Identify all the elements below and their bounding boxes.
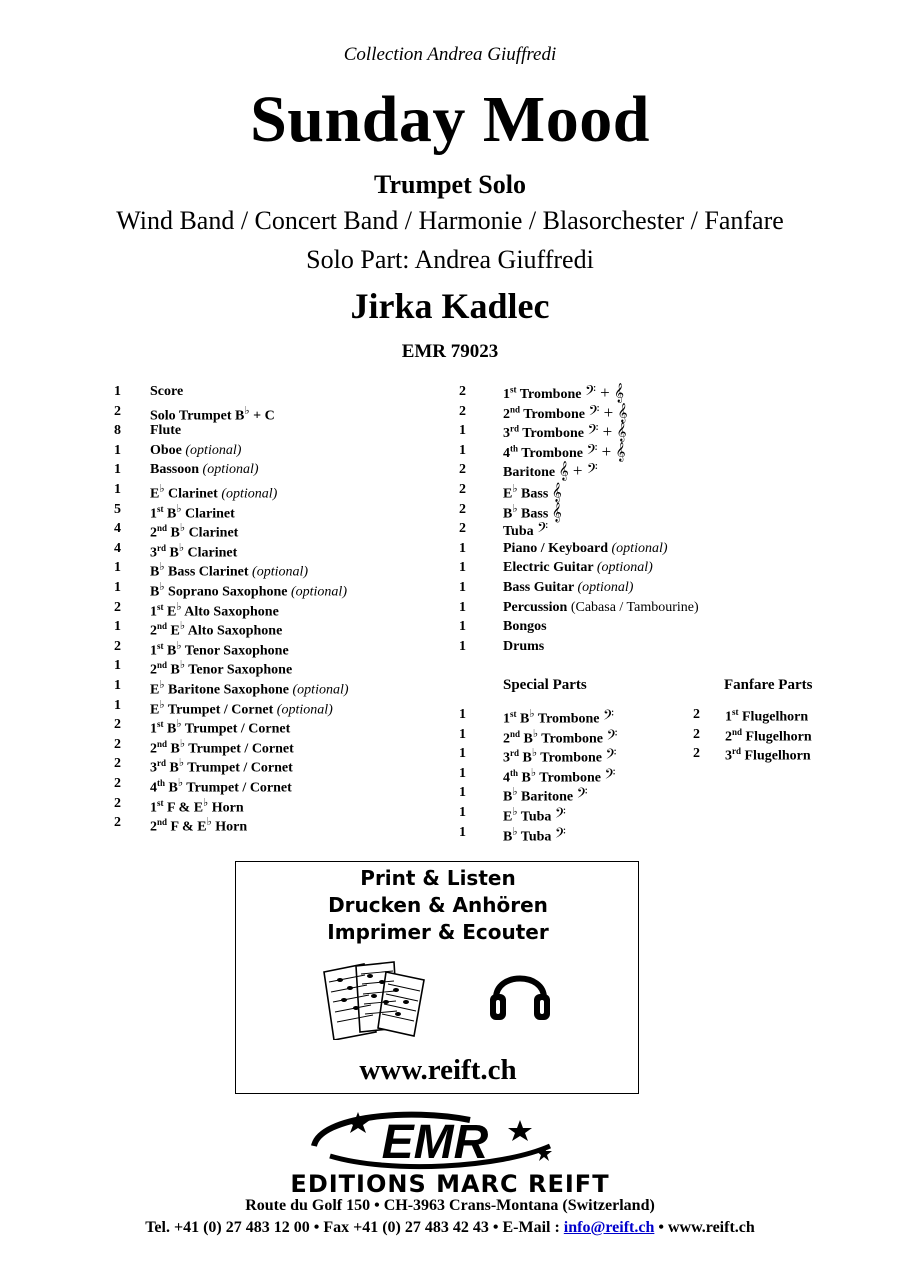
part-quantity: 2	[114, 776, 121, 791]
part-quantity: 1	[459, 726, 466, 742]
piece-subtitle: Trumpet Solo	[374, 170, 526, 199]
part-name: 1st Trombone 𝄢 + 𝄞	[503, 383, 625, 402]
part-name: Score	[150, 384, 184, 399]
contact-phone-fax: Tel. +41 (0) 27 483 12 00 • Fax +41 (0) 27 483 42 43 • E-Mail :	[145, 1219, 564, 1236]
part-name: 2nd Trombone 𝄢 + 𝄞	[503, 402, 628, 422]
part-quantity: 4	[114, 521, 121, 537]
part-quantity: 1	[114, 697, 121, 713]
part-name: B♭ Bass 𝄞	[503, 502, 562, 522]
part-name: 2nd B♭ Trumpet / Cornet	[150, 737, 294, 757]
special-parts-heading: Special Parts	[503, 677, 587, 693]
part-quantity: 1	[459, 580, 466, 595]
part-name: 3rd Flugelhorn	[725, 746, 811, 764]
part-name: Baritone 𝄞 + 𝄢	[503, 461, 598, 481]
part-name: 1st Flugelhorn	[725, 707, 809, 725]
part-name: Percussion (Cabasa / Tambourine)	[503, 599, 699, 615]
part-quantity: 1	[114, 580, 121, 595]
part-quantity: 1	[114, 678, 121, 693]
part-name: 2nd Flugelhorn	[725, 726, 812, 745]
part-name: B♭ Bass Clarinet (optional)	[150, 561, 309, 581]
part-name: Bongos	[503, 619, 547, 635]
part-quantity: 1	[459, 805, 466, 820]
part-quantity: 1	[459, 785, 466, 801]
logo-text: EMR	[381, 1116, 489, 1169]
part-quantity: 2	[114, 815, 121, 831]
part-name: E♭ Clarinet (optional)	[150, 483, 278, 502]
part-name: Bassoon (optional)	[150, 462, 259, 478]
part-quantity: 2	[459, 462, 466, 478]
part-quantity: 1	[114, 619, 121, 635]
collection-name: Collection Andrea Giuffredi	[343, 44, 557, 65]
part-name: Drums	[503, 638, 545, 654]
part-name: 4th Trombone 𝄢 + 𝄞	[503, 441, 626, 461]
part-quantity: 1	[459, 560, 466, 576]
part-quantity: 1	[459, 540, 466, 556]
part-quantity: 2	[459, 521, 466, 537]
part-name: 3rd B♭ Trumpet / Cornet	[150, 757, 293, 777]
part-quantity: 1	[114, 560, 121, 576]
promo-line-english: Print & Listen	[360, 866, 516, 890]
part-name: Bass Guitar (optional)	[503, 580, 634, 595]
part-quantity: 1	[459, 619, 466, 635]
part-name: Oboe (optional)	[150, 442, 242, 458]
part-quantity: 2	[459, 403, 466, 419]
part-name: E♭ Trumpet / Cornet (optional)	[150, 698, 333, 718]
part-quantity: 2	[114, 599, 121, 615]
part-quantity: 2	[114, 717, 121, 733]
fanfare-parts-heading: Fanfare Parts	[724, 677, 813, 693]
part-quantity: 1	[459, 765, 466, 781]
catalog-number: EMR 79023	[401, 341, 499, 362]
part-name: 1st F & E♭ Horn	[150, 796, 244, 816]
part-name: 3rd B♭ Clarinet	[150, 541, 238, 561]
part-name: 2nd B♭ Tenor Saxophone	[150, 659, 293, 679]
part-name: 3rd B♭ Trombone 𝄢	[503, 746, 617, 766]
part-name: 4th B♭ Trumpet / Cornet	[150, 777, 292, 796]
promo-line-french: Imprimer & Ecouter	[327, 920, 549, 944]
part-quantity: 1	[459, 746, 466, 762]
part-name: Tuba 𝄢	[503, 520, 549, 540]
part-quantity: 2	[693, 726, 700, 742]
part-quantity: 1	[459, 707, 466, 722]
emr-logo	[300, 1106, 570, 1174]
part-quantity: 5	[114, 501, 121, 517]
publisher-contact	[0, 1219, 900, 1237]
part-name: 1st B♭ Trumpet / Cornet	[150, 718, 291, 737]
part-name: B♭ Soprano Saxophone (optional)	[150, 581, 347, 600]
part-name: Piano / Keyboard (optional)	[503, 540, 668, 556]
publisher-name: EDITIONS MARC REIFT	[290, 1170, 610, 1198]
part-name: 2nd B♭ Trombone 𝄢	[503, 727, 618, 747]
composer-name: Jirka Kadlec	[350, 286, 550, 326]
part-quantity: 2	[114, 756, 121, 772]
piece-title: Sunday Mood	[250, 83, 650, 156]
part-name: Electric Guitar (optional)	[503, 560, 653, 576]
part-quantity: 2	[114, 403, 121, 419]
part-quantity: 2	[459, 501, 466, 517]
part-quantity: 1	[459, 423, 466, 439]
contact-website: • www.reift.ch	[654, 1219, 755, 1236]
part-quantity: 1	[459, 442, 466, 458]
part-name: 1st B♭ Trombone 𝄢	[503, 707, 614, 727]
part-name: 4th B♭ Trombone 𝄢	[503, 766, 616, 786]
sheet-music-icon	[320, 958, 430, 1040]
part-quantity: 2	[459, 482, 466, 497]
headphones-icon	[488, 960, 552, 1024]
part-quantity: 1	[459, 824, 466, 840]
promo-website[interactable]: www.reift.ch	[359, 1054, 517, 1086]
part-quantity: 1	[114, 482, 121, 497]
part-quantity: 1	[459, 638, 466, 654]
part-name: B♭ Baritone 𝄢	[503, 786, 588, 806]
part-quantity: 8	[114, 423, 121, 439]
part-quantity: 2	[459, 384, 466, 399]
part-name: B♭ Tuba 𝄢	[503, 825, 566, 845]
part-name: 2nd E♭ Alto Saxophone	[150, 620, 283, 639]
part-name: Flute	[150, 423, 182, 439]
part-name: 1st B♭ Clarinet	[150, 502, 235, 522]
part-quantity: 2	[114, 638, 121, 654]
part-quantity: 2	[114, 736, 121, 752]
publisher-address: Route du Golf 150 • CH-3963 Crans-Montana (Switzerland)	[245, 1197, 655, 1214]
solo-part-credit: Solo Part: Andrea Giuffredi	[306, 245, 594, 274]
part-name: Solo Trumpet B♭ + C	[150, 404, 275, 424]
part-name: E♭ Baritone Saxophone (optional)	[150, 679, 349, 698]
part-quantity: 2	[693, 746, 700, 762]
part-name: E♭ Bass 𝄞	[503, 482, 562, 502]
part-name: 2nd B♭ Clarinet	[150, 522, 239, 541]
print-listen-box	[235, 861, 639, 1094]
ensemble-list: Wind Band / Concert Band / Harmonie / Blasorchester / Fanfare	[116, 206, 784, 235]
part-quantity: 4	[114, 540, 121, 556]
part-name: 1st B♭ Tenor Saxophone	[150, 639, 289, 659]
promo-line-german: Drucken & Anhören	[328, 893, 548, 917]
part-quantity: 1	[114, 442, 121, 458]
part-quantity: 1	[459, 599, 466, 615]
email-link[interactable]: info@reift.ch	[563, 1219, 655, 1236]
part-name: 1st E♭ Alto Saxophone	[150, 600, 279, 620]
part-quantity: 1	[114, 462, 121, 478]
part-quantity: 1	[114, 384, 121, 399]
part-name: 3rd Trombone 𝄢 + 𝄞	[503, 422, 627, 442]
part-name: E♭ Tuba 𝄢	[503, 805, 566, 825]
part-quantity: 1	[114, 658, 121, 674]
part-quantity: 2	[693, 707, 700, 722]
part-name: 2nd F & E♭ Horn	[150, 816, 248, 835]
part-quantity: 2	[114, 795, 121, 811]
